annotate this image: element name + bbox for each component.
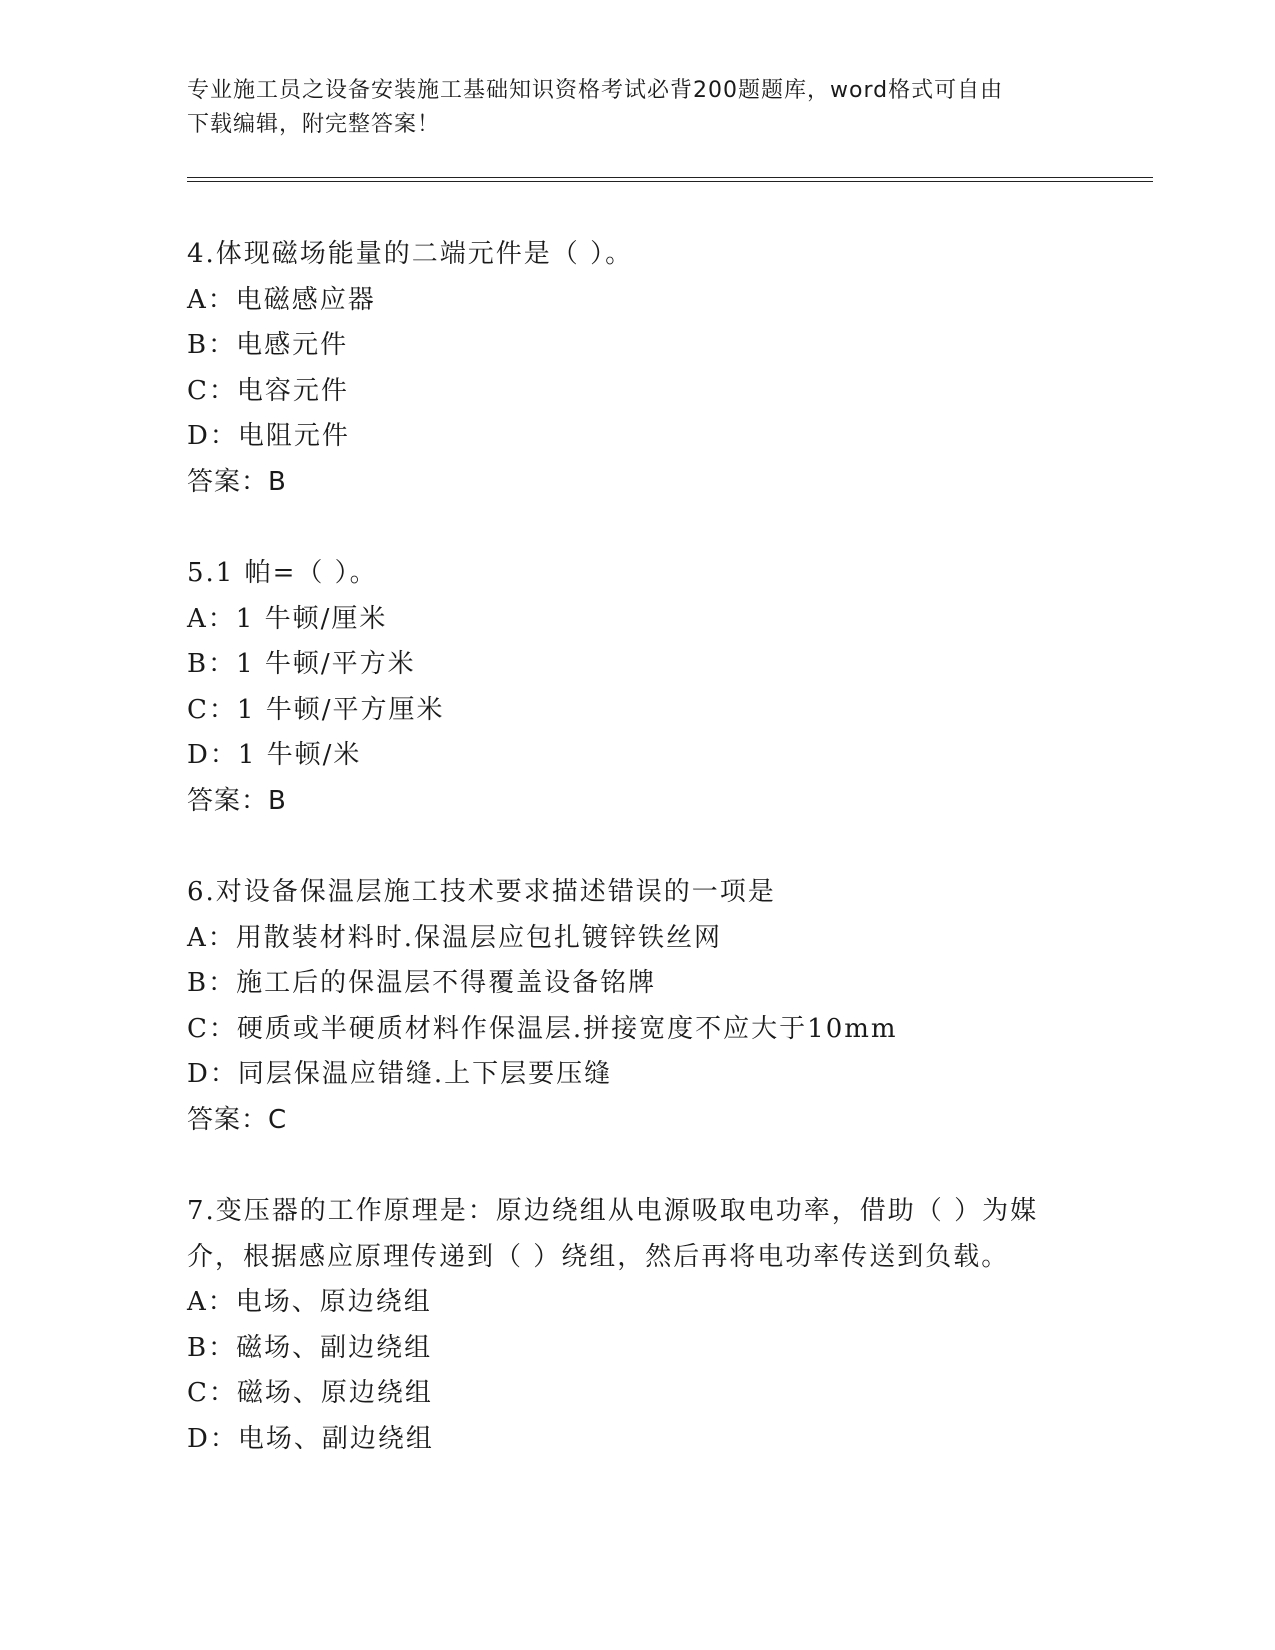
- document-header: [187, 74, 1087, 142]
- answer-line: 答案：C: [187, 1104, 288, 1135]
- header-line-1: 专业施工员之设备安装施工基础知识资格考试必背200题题库，word格式可自由: [187, 78, 1004, 103]
- option-b: B：磁场、副边绕组: [187, 1332, 433, 1363]
- header-line-2: 下载编辑，附完整答案！: [187, 112, 441, 137]
- option-a: A：电场、原边绕组: [187, 1287, 432, 1317]
- option-c: C：磁场、原边绕组: [187, 1378, 433, 1408]
- option-d: D：电场、副边绕组: [187, 1423, 434, 1454]
- header-divider-bottom: [187, 181, 1153, 182]
- option-d: D：电阻元件: [187, 421, 350, 451]
- answer-line: 答案：B: [187, 785, 287, 816]
- option-a: A：用散装材料时.保温层应包扎镀锌铁丝网: [187, 922, 723, 953]
- option-b: B：施工后的保温层不得覆盖设备铭牌: [187, 968, 657, 998]
- question-title: 6.对设备保温层施工技术要求描述错误的一项是: [187, 877, 776, 907]
- option-c: C：1 牛顿/平方厘米: [187, 694, 445, 725]
- question-block: [187, 551, 1087, 824]
- option-a: A：电磁感应器: [187, 284, 376, 315]
- question-block: [187, 870, 1087, 1143]
- header-divider-top: [187, 177, 1153, 178]
- question-title: 5.1 帕=（ ）。: [187, 558, 378, 588]
- answer-line: 答案：B: [187, 466, 287, 497]
- question-title: 4.体现磁场能量的二端元件是（ ）。: [187, 239, 634, 269]
- option-d: D：1 牛顿/米: [187, 740, 362, 770]
- option-d: D：同层保温应错缝.上下层要压缝: [187, 1059, 613, 1089]
- option-c: C：硬质或半硬质材料作保温层.拼接宽度不应大于10mm: [187, 1013, 898, 1044]
- option-a: A：1 牛顿/厘米: [187, 603, 388, 634]
- question-block: [187, 232, 1087, 505]
- option-b: B：电感元件: [187, 330, 349, 360]
- option-c: C：电容元件: [187, 375, 349, 406]
- option-b: B：1 牛顿/平方米: [187, 649, 416, 679]
- question-block: [187, 1189, 1087, 1462]
- question-title: 7.变压器的工作原理是：原边绕组从电源吸取电功率，借助（ ）为媒介，根据感应原理传递到（ ）绕组，然后再将电功率传送到负载。: [187, 1196, 1039, 1272]
